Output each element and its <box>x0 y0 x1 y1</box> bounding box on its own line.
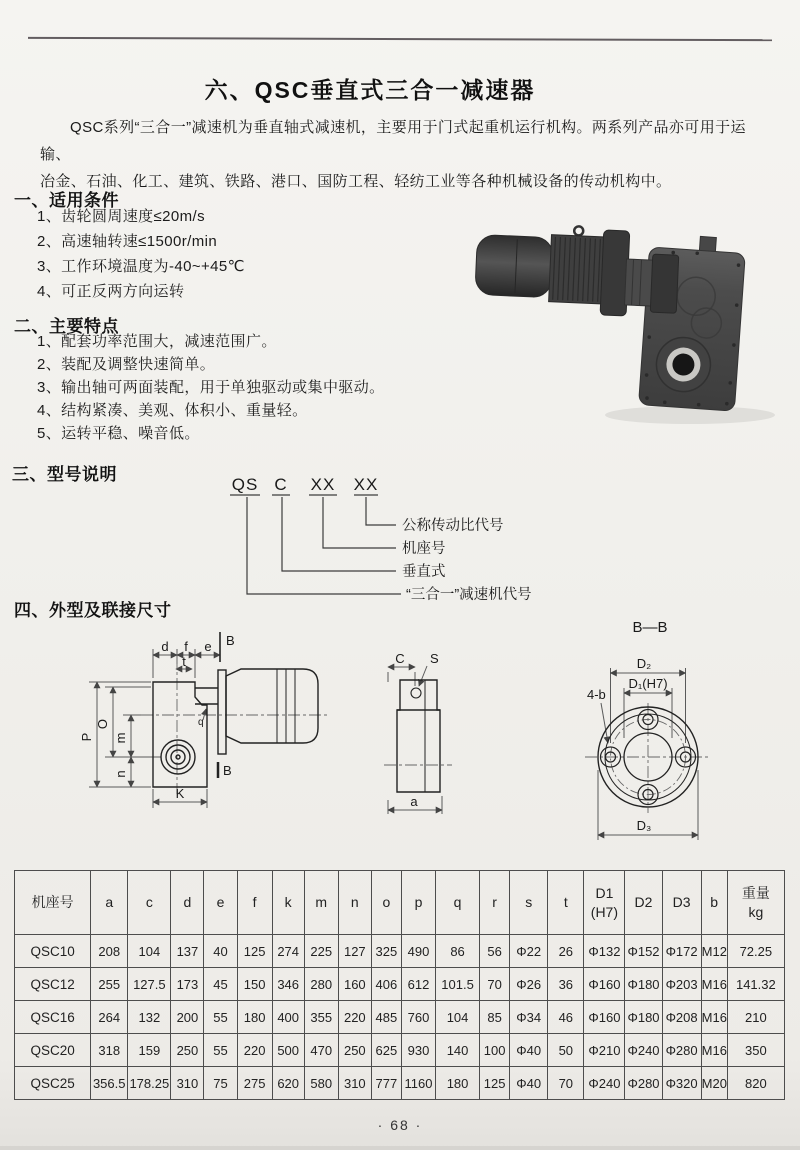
table-cell: 150 <box>237 968 272 1001</box>
model-segment: XX <box>310 475 336 494</box>
table-cell: 325 <box>371 935 401 968</box>
table-cell: 100 <box>480 1034 510 1067</box>
conditions-list <box>37 204 245 304</box>
table-cell: 264 <box>91 1001 128 1034</box>
table-header-cell: c <box>128 871 171 935</box>
table-cell: 820 <box>727 1067 784 1100</box>
table-cell: 36 <box>548 968 584 1001</box>
intro-line-1: QSC系列“三合一”减速机为垂直轴式减速机，主要用于门式起重机运行机构。两系列产品亦可用于运输、 <box>40 119 746 163</box>
table-cell: Φ280 <box>662 1034 701 1067</box>
table-cell: 178.25 <box>128 1067 171 1100</box>
table-cell: Φ26 <box>510 968 548 1001</box>
table-cell: Φ160 <box>584 1001 625 1034</box>
dim-label-t: t <box>182 654 186 669</box>
table-cell: 250 <box>338 1034 371 1067</box>
list-item: 3、输出轴可两面装配，用于单独驱动或集中驱动。 <box>37 379 385 396</box>
dimensions-table <box>14 870 785 1100</box>
table-header-cell: m <box>304 871 338 935</box>
table-cell: 127.5 <box>128 968 171 1001</box>
table-cell: 280 <box>304 968 338 1001</box>
table-cell: 500 <box>272 1034 304 1067</box>
dim-label-p: P <box>79 732 94 742</box>
table-cell: 125 <box>480 1067 510 1100</box>
list-item: 4、可正反两方向运转 <box>37 283 185 300</box>
table-cell: Φ160 <box>584 968 625 1001</box>
motor-assembly <box>474 222 680 318</box>
table-cell: 1160 <box>401 1067 435 1100</box>
table-cell: 26 <box>548 935 584 968</box>
table-header-cell: D1 (H7) <box>584 871 625 935</box>
table-cell: 490 <box>401 935 435 968</box>
table-cell: 400 <box>272 1001 304 1034</box>
table-header-cell: p <box>401 871 435 935</box>
table-cell: Φ240 <box>625 1034 662 1067</box>
table-row <box>15 1034 785 1067</box>
table-cell: M16 <box>701 968 727 1001</box>
table-cell: 620 <box>272 1067 304 1100</box>
dim-label-e: e <box>204 639 212 654</box>
table-cell: 612 <box>401 968 435 1001</box>
model-code-diagram <box>220 468 590 608</box>
table-cell: 70 <box>480 968 510 1001</box>
table-cell: 85 <box>480 1001 510 1034</box>
table-cell: Φ320 <box>662 1067 701 1100</box>
table-cell: 777 <box>371 1067 401 1100</box>
table-cell: Φ40 <box>510 1067 548 1100</box>
list-item: 1、配套功率范围大，减速范围广。 <box>37 333 277 350</box>
table-cell: Φ34 <box>510 1001 548 1034</box>
table-cell: 137 <box>171 935 204 968</box>
dim-label-n: n <box>113 770 128 778</box>
dim-label-d: d <box>161 639 169 654</box>
section-mark-b-bottom: B <box>223 763 232 778</box>
dim-label-4b: 4-b <box>587 687 606 702</box>
table-cell: 141.32 <box>727 968 784 1001</box>
side-view-drawing <box>55 612 370 847</box>
table-cell: 40 <box>204 935 237 968</box>
table-cell: 160 <box>338 968 371 1001</box>
dim-label-d1: D₁(H7) <box>628 676 668 691</box>
page-number: · 68 · <box>377 1117 423 1133</box>
table-header-cell: d <box>171 871 204 935</box>
section-heading-conditions: 一、适用条件 <box>14 191 119 210</box>
table-header-cell: 重量 kg <box>727 871 784 935</box>
table-cell: 220 <box>338 1001 371 1034</box>
model-segment: XX <box>353 475 379 494</box>
list-item: 1、齿轮圆周速度≤20m/s <box>37 208 206 225</box>
table-cell: 50 <box>548 1034 584 1067</box>
dim-label-f: f <box>184 639 188 654</box>
section-heading-model: 三、型号说明 <box>12 465 117 484</box>
table-cell: 173 <box>171 968 204 1001</box>
dim-label-d2: D₂ <box>636 656 652 671</box>
dim-label-k: K <box>175 786 185 801</box>
table-cell: 56 <box>480 935 510 968</box>
table-cell: 208 <box>91 935 128 968</box>
scan-bottom-edge <box>0 1146 800 1150</box>
table-cell: M16 <box>701 1034 727 1067</box>
list-item: 5、运转平稳、噪音低。 <box>37 425 200 442</box>
table-header-cell: q <box>436 871 480 935</box>
photo-shadow <box>605 406 775 424</box>
model-code-lines <box>230 495 401 594</box>
table-cell: 406 <box>371 968 401 1001</box>
page-title: 六、QSC垂直式三合一减速器 <box>204 77 536 103</box>
table-header-cell: f <box>237 871 272 935</box>
table-cell: 580 <box>304 1067 338 1100</box>
table-cell: Φ22 <box>510 935 548 968</box>
dim-label-c: C <box>395 651 405 666</box>
table-header-cell: a <box>91 871 128 935</box>
table-header-cell: n <box>338 871 371 935</box>
row-label-cell: QSC10 <box>15 935 91 968</box>
table-cell: 55 <box>204 1001 237 1034</box>
table-header-cell: e <box>204 871 237 935</box>
table-cell: 75 <box>204 1067 237 1100</box>
table-cell: 180 <box>237 1001 272 1034</box>
table-cell: Φ280 <box>625 1067 662 1100</box>
section-mark-b-top: B <box>226 633 235 648</box>
table-row <box>15 1001 785 1034</box>
list-item: 2、高速轴转速≤1500r/min <box>37 233 218 250</box>
table-cell: 210 <box>727 1001 784 1034</box>
table-cell: 275 <box>237 1067 272 1100</box>
table-cell: Φ203 <box>662 968 701 1001</box>
table-cell: Φ180 <box>625 968 662 1001</box>
table-cell: Φ240 <box>584 1067 625 1100</box>
table-cell: Φ208 <box>662 1001 701 1034</box>
list-item: 3、工作环境温度为-40~+45℃ <box>37 258 245 275</box>
table-cell: 46 <box>548 1001 584 1034</box>
dim-label-o: O <box>95 718 110 730</box>
table-cell: 127 <box>338 935 371 968</box>
table-cell: 159 <box>128 1034 171 1067</box>
table-header-cell: r <box>480 871 510 935</box>
table-header-cell: s <box>510 871 548 935</box>
table-cell: M16 <box>701 1001 727 1034</box>
dim-table-head-row <box>15 871 785 935</box>
table-cell: 140 <box>436 1034 480 1067</box>
row-label-cell: QSC20 <box>15 1034 91 1067</box>
page-top-rule <box>28 37 772 41</box>
table-cell: 255 <box>91 968 128 1001</box>
dim-label-m: m <box>113 732 128 744</box>
table-cell: 310 <box>338 1067 371 1100</box>
table-header-cell: D3 <box>662 871 701 935</box>
table-cell: 55 <box>204 1034 237 1067</box>
table-cell: Φ180 <box>625 1001 662 1034</box>
table-cell: 356.5 <box>91 1067 128 1100</box>
table-cell: 470 <box>304 1034 338 1067</box>
list-item: 4、结构紧凑、美观、体积小、重量轻。 <box>37 402 308 419</box>
intro-line-2: 冶金、石油、化工、建筑、铁路、港口、国防工程、轻纺工业等各种机械设备的传动机构中。 <box>40 173 672 190</box>
table-cell: 72.25 <box>727 935 784 968</box>
table-header-cell: 机座号 <box>15 871 91 935</box>
table-cell: 350 <box>727 1034 784 1067</box>
list-item: 2、装配及调整快速简单。 <box>37 356 216 373</box>
table-cell: 225 <box>304 935 338 968</box>
dim-label-q: q <box>198 717 204 728</box>
table-cell: M20 <box>701 1067 727 1100</box>
bb-section-drawing <box>575 618 795 848</box>
dim-label-d3: D₃ <box>636 818 652 833</box>
table-cell: Φ40 <box>510 1034 548 1067</box>
row-label-cell: QSC12 <box>15 968 91 1001</box>
table-cell: 760 <box>401 1001 435 1034</box>
table-header-cell: b <box>701 871 727 935</box>
section-heading-features: 二、主要特点 <box>14 317 119 336</box>
model-code-label: “三合一”减速机代号 <box>406 587 532 603</box>
table-cell: 625 <box>371 1034 401 1067</box>
model-segment: C <box>274 475 288 494</box>
section-title-bb: B—B <box>632 619 668 636</box>
table-cell: Φ152 <box>625 935 662 968</box>
table-cell: 485 <box>371 1001 401 1034</box>
table-cell: 346 <box>272 968 304 1001</box>
table-header-cell: k <box>272 871 304 935</box>
row-label-cell: QSC25 <box>15 1067 91 1100</box>
table-row <box>15 935 785 968</box>
features-list <box>37 330 385 445</box>
table-cell: 930 <box>401 1034 435 1067</box>
table-cell: 200 <box>171 1001 204 1034</box>
table-cell: 132 <box>128 1001 171 1034</box>
intro-paragraph <box>40 114 766 195</box>
table-cell: 310 <box>171 1067 204 1100</box>
table-cell: 274 <box>272 935 304 968</box>
table-cell: 70 <box>548 1067 584 1100</box>
model-segment: QS <box>231 475 259 494</box>
model-code-label: 机座号 <box>402 541 446 557</box>
table-cell: 104 <box>436 1001 480 1034</box>
dim-label-a: a <box>410 794 418 809</box>
model-code-label: 公称传动比代号 <box>402 518 504 534</box>
table-row <box>15 1067 785 1100</box>
shaft-view-drawing <box>380 650 465 820</box>
row-label-cell: QSC16 <box>15 1001 91 1034</box>
table-header-cell: o <box>371 871 401 935</box>
dim-label-s: S <box>430 651 439 666</box>
table-cell: Φ210 <box>584 1034 625 1067</box>
table-cell: Φ172 <box>662 935 701 968</box>
section-heading-dimensions: 四、外型及联接尺寸 <box>14 601 172 620</box>
table-cell: 45 <box>204 968 237 1001</box>
table-cell: 220 <box>237 1034 272 1067</box>
table-cell: 318 <box>91 1034 128 1067</box>
table-cell: 355 <box>304 1001 338 1034</box>
product-photo <box>438 208 793 453</box>
body-outline <box>397 680 440 792</box>
table-cell: M12 <box>701 935 727 968</box>
table-cell: 86 <box>436 935 480 968</box>
model-code-label: 垂直式 <box>402 564 446 580</box>
table-cell: 101.5 <box>436 968 480 1001</box>
table-cell: 250 <box>171 1034 204 1067</box>
table-cell: Φ132 <box>584 935 625 968</box>
centerlines <box>141 657 327 794</box>
table-cell: 180 <box>436 1067 480 1100</box>
table-row <box>15 968 785 1001</box>
eyebolt-icon <box>574 226 583 235</box>
table-header-cell: t <box>548 871 584 935</box>
table-header-cell: D2 <box>625 871 662 935</box>
table-cell: 104 <box>128 935 171 968</box>
table-cell: 125 <box>237 935 272 968</box>
